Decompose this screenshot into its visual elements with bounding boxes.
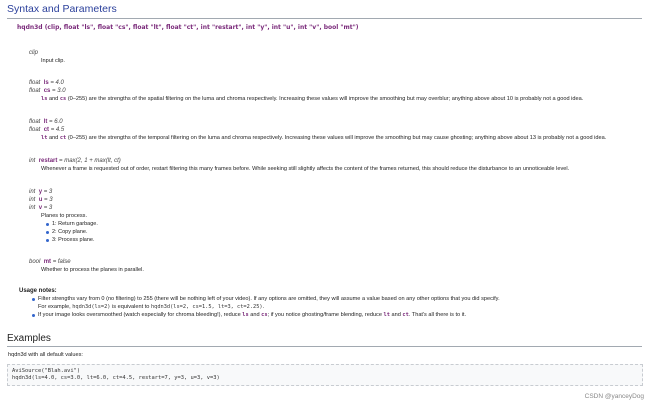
list-item: 1: Return garbage. [52,220,642,228]
param-lt-line: float lt = 6.0 [29,119,63,125]
param-temporal [4,118,642,142]
usage-heading: Usage notes: [19,288,57,294]
param-restart-desc: Whenever a frame is requested out of order, restart filtering this many frames before. While seeking still slightly affects the content of the frames returned, this should reduce the disturbance to an unnoticeable level. [41,166,570,172]
param-spatial-desc: ls and cs (0–255) are the strengths of the spatial filtering on the luma and chroma respectively. Increasing these values will improve the smoothing but may overblur; anything above about 10 is probably not a good idea. [41,96,584,102]
examples-intro: hqdn3d with all default values: [8,352,83,358]
list-item: 2: Copy plane. [52,228,642,236]
param-v-line: int v = 3 [29,205,53,211]
param-restart-line: int restart = max(2, 1 + max(lt, ct) [29,158,121,164]
examples-title: Examples [7,332,642,347]
example-code-block [7,364,643,386]
param-restart [4,157,642,173]
param-spatial [4,79,642,103]
code-line: hqdn3d(ls=4.0, cs=3.0, lt=6.0, ct=4.5, restart=7, y=3, u=3, v=3) [12,375,220,381]
section-title: Syntax and Parameters [7,3,642,19]
page [0,3,650,386]
usage-list [4,295,642,303]
param-clip [4,49,642,65]
usage-note-1-example: For example, hqdn3d(ls=2) is equivalent to hqdn3d(ls=2, cs=1.5, lt=3, ct=2.25). [38,304,265,310]
param-mt [4,258,642,274]
examples-section [4,332,642,386]
list-item: 3: Process plane. [52,236,642,244]
param-clip-name: clip [29,50,39,56]
param-ct-line: float ct = 4.5 [29,127,65,133]
param-u-line: int u = 3 [29,197,53,203]
usage-notes [4,287,642,319]
param-planes-desc: Planes to process. [41,213,88,219]
param-y-line: int y = 3 [29,189,53,195]
function-signature: hqdn3d (clip, float "ls", float "cs", float "lt", float "ct", int "restart", int "y", int "u", int "v", bool "mt") [17,24,359,31]
usage-note-1: Filter strengths vary from 0 (no filtering) to 255 (there will be nothing left of your video). If any options are omitted, they will assume a value based on any other options that you did specify. [38,295,642,303]
param-temporal-desc: lt and ct (0–255) are the strengths of the temporal filtering on the luma and chroma respectively. Increasing these values will improve the smoothing but may cause ghosting; anything above about 13 is probably not a good idea. [41,135,607,141]
param-ls-line: float ls = 4.0 [29,80,64,86]
watermark: CSDN @yanceyDog [584,393,644,400]
code-line: AviSource("Blah.avi") [12,368,81,374]
usage-list-2 [4,311,642,319]
param-mt-line: bool mt = false [29,259,71,265]
param-clip-desc: Input clip. [41,58,65,64]
param-cs-line: float cs = 3.0 [29,88,66,94]
param-planes [4,188,642,244]
param-mt-desc: Whether to process the planes in parallel. [41,267,144,273]
usage-note-2: If your image looks oversmoothed (watch especially for chroma bleeding!), reduce ls and cs; if you notice ghosting/frame blending, reduce lt and ct. That's all there is to it. [38,311,642,319]
planes-options-list [4,220,642,244]
